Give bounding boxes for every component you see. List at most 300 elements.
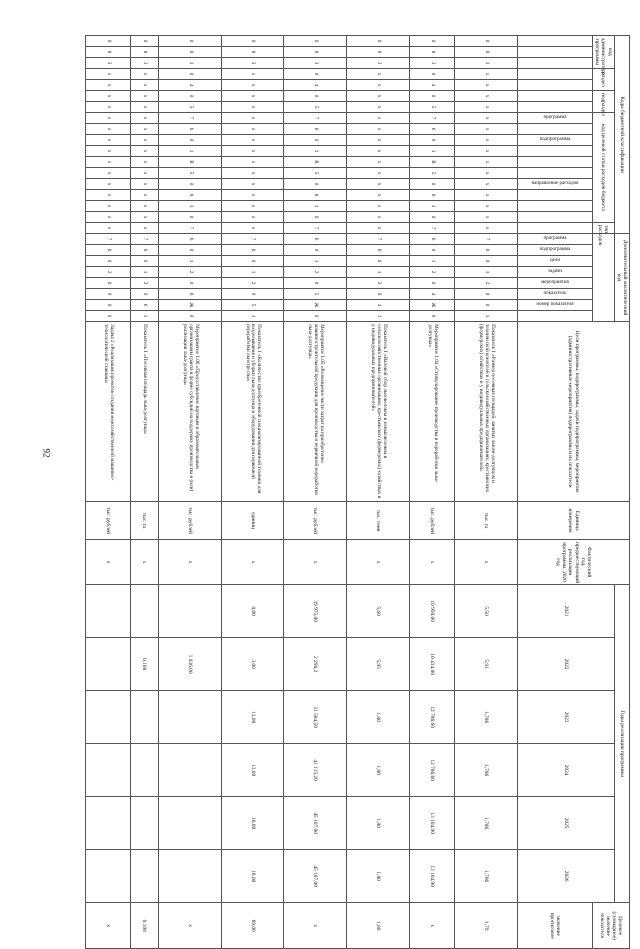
table-row bbox=[347, 36, 410, 949]
table-row bbox=[86, 36, 131, 949]
code-cell: х bbox=[221, 91, 284, 102]
code-cell: х bbox=[131, 157, 159, 168]
vertical-header-label: программа bbox=[543, 115, 567, 121]
vertical-header-budget-6 bbox=[517, 102, 592, 113]
vertical-header-budget-7 bbox=[517, 113, 592, 124]
row-year-value bbox=[86, 797, 131, 850]
row-fact: х bbox=[284, 540, 347, 585]
header-year-2023: 2023 bbox=[517, 691, 614, 744]
row-year-value bbox=[86, 638, 131, 691]
code-cell: х bbox=[455, 69, 518, 80]
code-cell: 0 bbox=[221, 36, 284, 47]
row-year-value bbox=[158, 585, 221, 638]
row-target: х bbox=[410, 903, 455, 949]
row-year-value bbox=[86, 850, 131, 903]
code-cell: х bbox=[221, 124, 284, 135]
code-cell: х bbox=[131, 146, 159, 157]
code-cell: х bbox=[455, 157, 518, 168]
code-cell: 5 bbox=[410, 102, 455, 113]
vertical-header-budget-9 bbox=[517, 135, 592, 146]
code-cell: х bbox=[455, 179, 518, 190]
header-budget-codes: Коды бюджетной классификации bbox=[614, 36, 629, 234]
vertical-header-additional-4 bbox=[517, 278, 592, 289]
page-number: 92 bbox=[41, 448, 52, 458]
code-cell: х bbox=[131, 179, 159, 190]
code-cell: 5 bbox=[284, 289, 347, 300]
row-year-value: 10 434,80 bbox=[410, 638, 455, 691]
code-cell: х bbox=[221, 146, 284, 157]
code-cell: 8 bbox=[131, 47, 159, 58]
code-cell: х bbox=[455, 168, 518, 179]
header-year-2024: 2024 bbox=[517, 744, 614, 797]
table-row bbox=[131, 36, 159, 949]
code-cell: 5 bbox=[410, 168, 455, 179]
code-cell: 0 bbox=[158, 278, 221, 289]
vertical-header-budget-2 bbox=[517, 58, 592, 69]
code-cell: 0 bbox=[158, 69, 221, 80]
vertical-header-label: подпрограмма bbox=[539, 137, 571, 143]
rotated-table-sheet bbox=[85, 35, 630, 940]
code-cell: х bbox=[455, 135, 518, 146]
row-year-value bbox=[86, 585, 131, 638]
row-unit: тыс. га bbox=[131, 502, 159, 540]
row-year-value: 1,786 bbox=[455, 744, 518, 797]
code-cell: 3 bbox=[86, 58, 131, 69]
code-cell: х bbox=[86, 223, 131, 234]
code-cell: 7 bbox=[158, 223, 221, 234]
row-name: Задача 2 «Реализация проектов создания межхозяйственной машинно-технологической станции» bbox=[86, 322, 131, 502]
code-cell: х bbox=[86, 190, 131, 201]
header-unit: Единица измерения bbox=[517, 502, 629, 540]
code-cell: х bbox=[86, 102, 131, 113]
code-cell: 8 bbox=[158, 190, 221, 201]
code-cell: 1 bbox=[284, 201, 347, 212]
vertical-header-label: программа bbox=[543, 236, 567, 242]
row-unit: единиц bbox=[221, 502, 284, 540]
code-cell: х bbox=[455, 113, 518, 124]
row-year-value: 41 115,20 bbox=[284, 744, 347, 797]
code-cell: х bbox=[347, 113, 410, 124]
code-cell: х bbox=[86, 179, 131, 190]
row-year-value bbox=[131, 744, 159, 797]
row-year-value bbox=[86, 744, 131, 797]
row-unit: тыс. тонн bbox=[347, 502, 410, 540]
vertical-header-budget-5 bbox=[517, 91, 592, 102]
code-cell: х bbox=[347, 146, 410, 157]
row-year-value bbox=[131, 850, 159, 903]
code-cell: х bbox=[86, 69, 131, 80]
code-cell: 0 bbox=[86, 311, 131, 322]
code-cell: х bbox=[347, 102, 410, 113]
code-cell: х bbox=[221, 102, 284, 113]
code-cell: 0 bbox=[158, 245, 221, 256]
code-cell: 0 bbox=[410, 179, 455, 190]
code-cell: 0 bbox=[410, 278, 455, 289]
header-fact: Фактический год, предшествующий реализации программы, 2020 год bbox=[517, 540, 629, 585]
code-cell: Ж bbox=[284, 300, 347, 311]
code-cell: 0 bbox=[284, 245, 347, 256]
code-cell: 6 bbox=[221, 245, 284, 256]
code-cell: х bbox=[347, 168, 410, 179]
code-cell: х bbox=[131, 212, 159, 223]
row-year-value: 13,00 bbox=[221, 691, 284, 744]
row-year-value: 1,80 bbox=[347, 744, 410, 797]
code-cell: х bbox=[455, 201, 518, 212]
code-cell: 0 bbox=[284, 135, 347, 146]
code-cell: х bbox=[86, 212, 131, 223]
code-cell: 0 bbox=[284, 212, 347, 223]
code-cell: 5 bbox=[158, 168, 221, 179]
vertical-header-label: номер показателя bbox=[536, 302, 574, 308]
row-year-value: 5,91 bbox=[455, 638, 518, 691]
vertical-header-budget-11 bbox=[517, 157, 592, 168]
row-name: Показатель 1 «Количество приобретенной специализированной техники для возделывания и уборки льна-долгунца и оборудования для первичной переработки льнотресты» bbox=[221, 322, 284, 502]
code-cell: х bbox=[455, 124, 518, 135]
code-cell: 0 bbox=[158, 311, 221, 322]
code-cell: х bbox=[131, 113, 159, 124]
table-row bbox=[410, 36, 455, 949]
row-target: х bbox=[284, 903, 347, 949]
row-name: Показатель 1 «Посевная площадь льна-долгунца» bbox=[131, 322, 159, 502]
vertical-header-budget-16 bbox=[517, 212, 592, 223]
code-cell: 6 bbox=[131, 245, 159, 256]
header-year-2022: 2022 bbox=[517, 638, 614, 691]
vertical-header-budget-1 bbox=[517, 47, 592, 58]
code-cell: 1 bbox=[284, 256, 347, 267]
code-cell: 7 bbox=[86, 234, 131, 245]
code-cell: 6 bbox=[86, 245, 131, 256]
code-cell: 0 bbox=[221, 289, 284, 300]
code-cell: 1 bbox=[455, 267, 518, 278]
code-cell: 0 bbox=[284, 69, 347, 80]
row-name: Показатель 1 «Валовой сбор льноволокна и пеньковолокна в сельскохозяйственных организациях, крестьянских (фермерских) хозяйствах и у индивидуальных предпринимателей» bbox=[347, 322, 410, 502]
code-cell: 1 bbox=[158, 201, 221, 212]
table-row bbox=[455, 36, 518, 949]
row-unit: тыс. рублей bbox=[158, 502, 221, 540]
row-year-value bbox=[158, 744, 221, 797]
row-fact: х bbox=[158, 540, 221, 585]
code-cell: 0 bbox=[158, 135, 221, 146]
code-cell: х bbox=[221, 201, 284, 212]
code-cell: х bbox=[455, 146, 518, 157]
code-cell: 1 bbox=[410, 256, 455, 267]
vertical-header-budget-15 bbox=[517, 201, 592, 212]
code-cell: 3 bbox=[131, 58, 159, 69]
vertical-header-budget-3 bbox=[517, 69, 592, 80]
code-cell: 7 bbox=[455, 234, 518, 245]
row-fact: х bbox=[455, 540, 518, 585]
code-cell: х bbox=[347, 179, 410, 190]
code-cell: 6 bbox=[158, 289, 221, 300]
code-cell: х bbox=[131, 201, 159, 212]
row-fact: х bbox=[410, 540, 455, 585]
row-fact: х bbox=[131, 540, 159, 585]
code-cell: 3 bbox=[221, 58, 284, 69]
code-cell: х bbox=[455, 91, 518, 102]
header-admin-code: код администратора программы bbox=[592, 36, 614, 69]
row-year-value: 10 950,00 bbox=[410, 585, 455, 638]
code-cell: 4 bbox=[347, 300, 410, 311]
code-cell: 0 bbox=[284, 36, 347, 47]
code-cell: 5 bbox=[284, 102, 347, 113]
row-year-value bbox=[86, 691, 131, 744]
code-cell: х bbox=[455, 212, 518, 223]
row-year-value: 1,786 bbox=[455, 691, 518, 744]
row-year-value: 5,50 bbox=[455, 585, 518, 638]
row-unit: тыс. рублей bbox=[284, 502, 347, 540]
code-cell: 8 bbox=[410, 190, 455, 201]
table-row bbox=[221, 36, 284, 949]
header-year-2021: 2021 bbox=[517, 585, 614, 638]
vertical-header-label: задачи bbox=[548, 269, 562, 275]
code-cell: х bbox=[131, 102, 159, 113]
code-cell: 3 bbox=[158, 58, 221, 69]
code-cell: х bbox=[131, 190, 159, 201]
code-cell: х bbox=[86, 135, 131, 146]
row-year-value: 13 104,90 bbox=[410, 797, 455, 850]
header-additional-sub bbox=[592, 234, 614, 322]
row-year-value: 45 107,00 bbox=[284, 797, 347, 850]
header-section: раздел bbox=[592, 69, 614, 91]
code-cell: х bbox=[86, 157, 131, 168]
code-cell: х bbox=[347, 135, 410, 146]
code-cell: 5 bbox=[158, 102, 221, 113]
code-cell: Ж bbox=[158, 300, 221, 311]
code-cell: 3 bbox=[455, 58, 518, 69]
code-cell: 6 bbox=[455, 245, 518, 256]
code-cell: 4 bbox=[284, 80, 347, 91]
code-cell: 8 bbox=[158, 47, 221, 58]
code-cell: 7 bbox=[347, 234, 410, 245]
code-cell: х bbox=[86, 80, 131, 91]
row-year-value bbox=[131, 691, 159, 744]
code-cell: х bbox=[347, 212, 410, 223]
vertical-header-budget-17 bbox=[517, 223, 592, 234]
row-target: 69,00 bbox=[221, 903, 284, 949]
code-cell: 6 bbox=[284, 124, 347, 135]
code-cell: х bbox=[131, 124, 159, 135]
code-cell: х bbox=[347, 157, 410, 168]
row-name: Показатель 1 «Размер посевных площадей, занятых льном-долгунцом и технической коноплей в сельскохозяйственных организациях, крестьянских (фермерских) хозяйствах и у индивидуальных предпринимателей» bbox=[455, 322, 518, 502]
code-cell: 0 bbox=[347, 256, 410, 267]
code-cell: 0 bbox=[455, 289, 518, 300]
vertical-header-label: мероприятия bbox=[541, 280, 569, 286]
code-cell: х bbox=[221, 113, 284, 124]
vertical-header-additional-0 bbox=[517, 234, 592, 245]
code-cell: 1 bbox=[284, 146, 347, 157]
header-subsection: подраздел bbox=[592, 91, 614, 113]
code-cell: 2 bbox=[86, 267, 131, 278]
table-row bbox=[284, 36, 347, 949]
code-cell: 6 bbox=[158, 124, 221, 135]
code-cell: 7 bbox=[158, 113, 221, 124]
code-cell: 2 bbox=[158, 267, 221, 278]
code-cell: х bbox=[221, 179, 284, 190]
code-cell: 8 bbox=[455, 47, 518, 58]
code-cell: 8 bbox=[347, 47, 410, 58]
code-cell: х bbox=[86, 168, 131, 179]
code-cell: х bbox=[86, 201, 131, 212]
row-name: Мероприятие 1.05 «Возмещение части затрат на приобретение машиностроительной продукции для производства и первичной переработки льна-долгунца» bbox=[284, 322, 347, 502]
code-cell: х bbox=[347, 69, 410, 80]
code-cell: 7 bbox=[221, 234, 284, 245]
vertical-header-additional-5 bbox=[517, 289, 592, 300]
code-cell: х bbox=[347, 91, 410, 102]
row-unit: тыс. га bbox=[455, 502, 518, 540]
row-fact: х bbox=[86, 540, 131, 585]
code-cell: 4 bbox=[158, 80, 221, 91]
vertical-header-additional-6 bbox=[517, 300, 592, 311]
row-target: х bbox=[86, 903, 131, 949]
vertical-header-budget-0 bbox=[517, 36, 592, 47]
row-year-value: 13,00 bbox=[221, 744, 284, 797]
row-fact: х bbox=[347, 540, 410, 585]
code-cell: х bbox=[221, 223, 284, 234]
code-cell: 0 bbox=[131, 256, 159, 267]
row-target: 1,79 bbox=[455, 903, 518, 949]
code-cell: х bbox=[221, 157, 284, 168]
row-year-value: 1 836,00 bbox=[158, 638, 221, 691]
code-cell: 1 bbox=[221, 311, 284, 322]
code-cell: 8 bbox=[284, 190, 347, 201]
code-cell: 4 bbox=[410, 80, 455, 91]
code-cell: 6 bbox=[410, 234, 455, 245]
code-cell: 1 bbox=[158, 146, 221, 157]
code-cell: х bbox=[131, 223, 159, 234]
code-cell: х bbox=[347, 80, 410, 91]
header-expense-type: тип расходов bbox=[592, 223, 614, 234]
table-row bbox=[158, 36, 221, 949]
row-fact: х bbox=[221, 540, 284, 585]
row-year-value: 0,108 bbox=[131, 638, 159, 691]
code-cell: 7 bbox=[131, 234, 159, 245]
header-target: Целевое (суммарное) значение показателя bbox=[592, 903, 629, 949]
code-cell: 2 bbox=[221, 278, 284, 289]
code-cell: 8 bbox=[221, 47, 284, 58]
code-cell: 0 bbox=[86, 256, 131, 267]
code-cell: 4 bbox=[410, 289, 455, 300]
vertical-header-label: цели bbox=[549, 258, 561, 264]
code-cell: 0 bbox=[131, 289, 159, 300]
row-target: 1,80 bbox=[347, 903, 410, 949]
vertical-header-budget-13 bbox=[517, 179, 592, 190]
code-cell: 0 bbox=[410, 135, 455, 146]
row-year-value bbox=[131, 585, 159, 638]
code-cell: Ж bbox=[410, 300, 455, 311]
code-cell: R bbox=[410, 157, 455, 168]
code-cell: 1 bbox=[410, 201, 455, 212]
vertical-header-additional-7 bbox=[517, 311, 592, 322]
code-cell: 6 bbox=[410, 124, 455, 135]
code-cell: 1 bbox=[347, 267, 410, 278]
row-target: 0,108 bbox=[131, 903, 159, 949]
code-cell: 3 bbox=[410, 58, 455, 69]
code-cell: 0 bbox=[86, 36, 131, 47]
code-cell: 1 bbox=[131, 267, 159, 278]
vertical-header-additional-3 bbox=[517, 267, 592, 278]
row-name: Мероприятие 1.04 «Стимулирование производства и переработки льна-долгунца» bbox=[410, 322, 455, 502]
code-cell: 3 bbox=[284, 58, 347, 69]
header-additional-codes: Дополнительный аналитический код bbox=[614, 234, 629, 322]
code-cell: 2 bbox=[131, 278, 159, 289]
code-cell: 6 bbox=[284, 234, 347, 245]
code-cell: 6 bbox=[131, 300, 159, 311]
code-cell: х bbox=[131, 168, 159, 179]
row-unit: тыс. рублей bbox=[86, 502, 131, 540]
code-cell: х bbox=[86, 113, 131, 124]
code-cell: 0 bbox=[158, 179, 221, 190]
code-cell: х bbox=[455, 80, 518, 91]
code-cell: х bbox=[131, 135, 159, 146]
code-cell: 8 bbox=[284, 47, 347, 58]
row-year-value: 1,80 bbox=[347, 797, 410, 850]
code-cell: х bbox=[347, 190, 410, 201]
code-cell: 0 bbox=[86, 300, 131, 311]
code-cell: 0 bbox=[158, 36, 221, 47]
code-cell: 0 bbox=[410, 311, 455, 322]
vertical-header-additional-1 bbox=[517, 245, 592, 256]
row-year-value: 3,00 bbox=[221, 638, 284, 691]
code-cell: 8 bbox=[86, 47, 131, 58]
row-unit: тыс. рублей bbox=[410, 502, 455, 540]
code-cell: х bbox=[455, 190, 518, 201]
code-cell: 0 bbox=[410, 212, 455, 223]
code-cell: х bbox=[221, 135, 284, 146]
code-cell: х bbox=[221, 168, 284, 179]
code-cell: 0 bbox=[410, 36, 455, 47]
row-year-value bbox=[158, 797, 221, 850]
header-year-2026: 2026 bbox=[517, 850, 614, 903]
code-cell: х bbox=[455, 102, 518, 113]
code-cell: 0 bbox=[284, 179, 347, 190]
code-cell: 0 bbox=[158, 212, 221, 223]
code-cell: 3 bbox=[347, 58, 410, 69]
code-cell: х bbox=[221, 190, 284, 201]
header-target-sub: значение прогнозное bbox=[517, 903, 592, 949]
row-year-value: 13 104,90 bbox=[410, 850, 455, 903]
code-cell: 7 bbox=[410, 223, 455, 234]
code-cell: 0 bbox=[455, 300, 518, 311]
code-cell: R bbox=[284, 157, 347, 168]
code-cell: R bbox=[158, 157, 221, 168]
code-cell: 7 bbox=[284, 113, 347, 124]
code-cell: х bbox=[131, 91, 159, 102]
row-year-value bbox=[158, 850, 221, 903]
row-year-value: 12 786,60 bbox=[410, 691, 455, 744]
header-year-2025: 2025 bbox=[517, 797, 614, 850]
vertical-header-label: показатель bbox=[543, 291, 567, 297]
code-cell: 0 bbox=[284, 91, 347, 102]
row-year-value: 5,60 bbox=[347, 585, 410, 638]
code-cell: 5 bbox=[221, 300, 284, 311]
row-year-value: 1,786 bbox=[455, 797, 518, 850]
row-year-value: 39 975,00 bbox=[284, 585, 347, 638]
row-year-value: 1,80 bbox=[347, 691, 410, 744]
code-cell: 2 bbox=[455, 278, 518, 289]
row-year-value: 16,00 bbox=[221, 850, 284, 903]
code-cell: х bbox=[347, 223, 410, 234]
vertical-header-additional-2 bbox=[517, 256, 592, 267]
row-year-value bbox=[131, 797, 159, 850]
row-year-value: 16,00 bbox=[221, 797, 284, 850]
code-cell: 6 bbox=[347, 245, 410, 256]
code-cell: 8 bbox=[410, 47, 455, 58]
row-year-value: 45 107,00 bbox=[284, 850, 347, 903]
row-year-value: 1,786 bbox=[455, 850, 518, 903]
row-year-value bbox=[158, 691, 221, 744]
code-cell: 0 bbox=[347, 36, 410, 47]
code-cell: 0 bbox=[131, 36, 159, 47]
